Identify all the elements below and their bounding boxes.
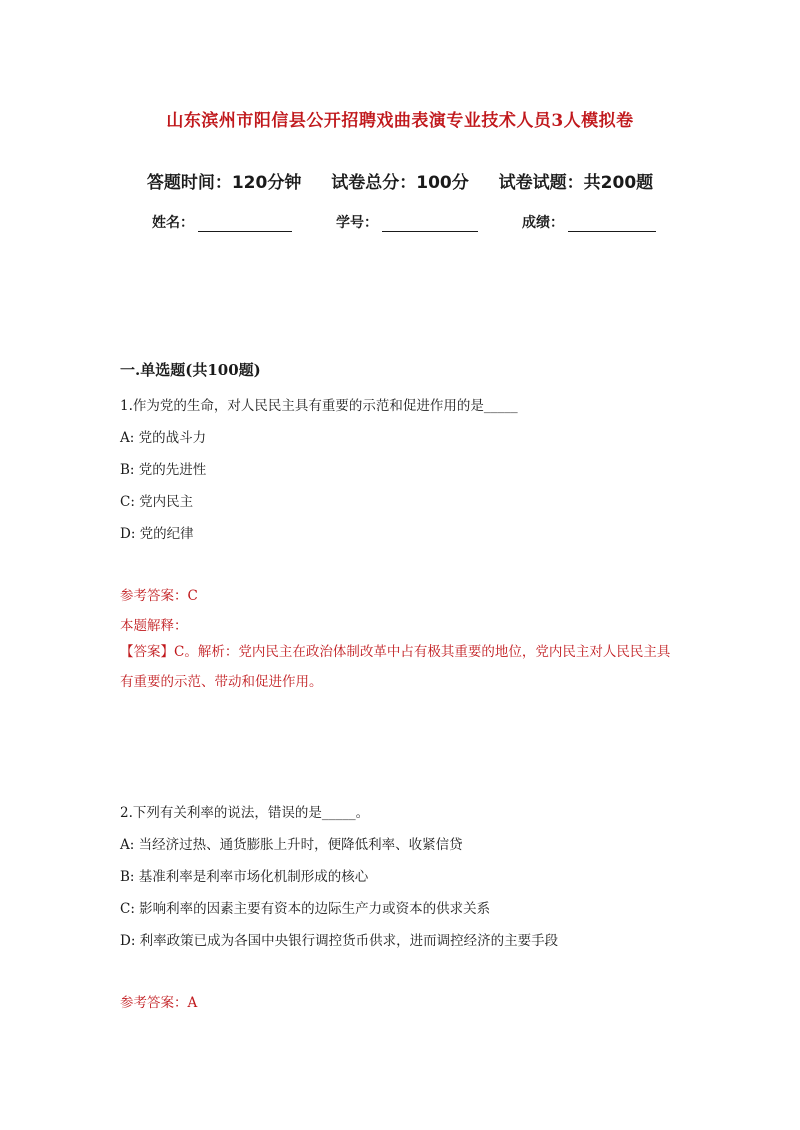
- option-d: D: 利率政策已成为各国中央银行调控货币供求，进而调控经济的主要手段: [120, 933, 559, 949]
- reference-answer: 参考答案：C: [120, 588, 198, 604]
- option-a: A: 党的战斗力: [120, 430, 207, 446]
- name-label: 姓名：: [152, 215, 194, 231]
- exam-time: 答题时间：120分钟: [146, 173, 302, 193]
- name-field: [152, 212, 292, 232]
- option-c: C: 党内民主: [120, 494, 194, 510]
- option-b: B: 党的先进性: [120, 462, 207, 478]
- explanation-text: 【答案】C。解析：党内民主在政治体制改革中占有极其重要的地位，党内民主对人民民主具有重要的示范、带动和促进作用。: [120, 644, 671, 690]
- student-id-blank[interactable]: [382, 215, 478, 232]
- name-blank[interactable]: [198, 215, 292, 232]
- question-2: [120, 802, 700, 1014]
- exam-meta: [0, 168, 800, 193]
- score-field: [522, 212, 656, 232]
- question-text: 2.下列有关利率的说法，错误的是_____。: [120, 805, 370, 821]
- reference-answer: 参考答案：A: [120, 995, 198, 1011]
- explanation-label: 本题解释：: [120, 618, 188, 634]
- student-id-label: 学号：: [336, 215, 378, 231]
- student-id-field: [336, 212, 478, 232]
- question-1: [120, 395, 700, 697]
- exam-total-score: 试卷总分：100分: [331, 173, 469, 193]
- option-b: B: 基准利率是利率市场化机制形成的核心: [120, 869, 369, 885]
- section-heading: 一.单选题(共100题): [120, 361, 261, 379]
- option-a: A: 当经济过热、通货膨胀上升时，便降低利率、收紧信贷: [120, 837, 463, 853]
- score-blank[interactable]: [568, 215, 656, 232]
- exam-total-questions: 试卷试题：共200题: [498, 173, 654, 193]
- option-c: C: 影响利率的因素主要有资本的边际生产力或资本的供求关系: [120, 901, 491, 917]
- score-label: 成绩：: [522, 215, 564, 231]
- option-d: D: 党的纪律: [120, 526, 194, 542]
- student-info: [152, 212, 656, 232]
- page-title: 山东滨州市阳信县公开招聘戏曲表演专业技术人员3人模拟卷: [166, 111, 634, 131]
- question-text: 1.作为党的生命，对人民民主具有重要的示范和促进作用的是_____: [120, 398, 518, 414]
